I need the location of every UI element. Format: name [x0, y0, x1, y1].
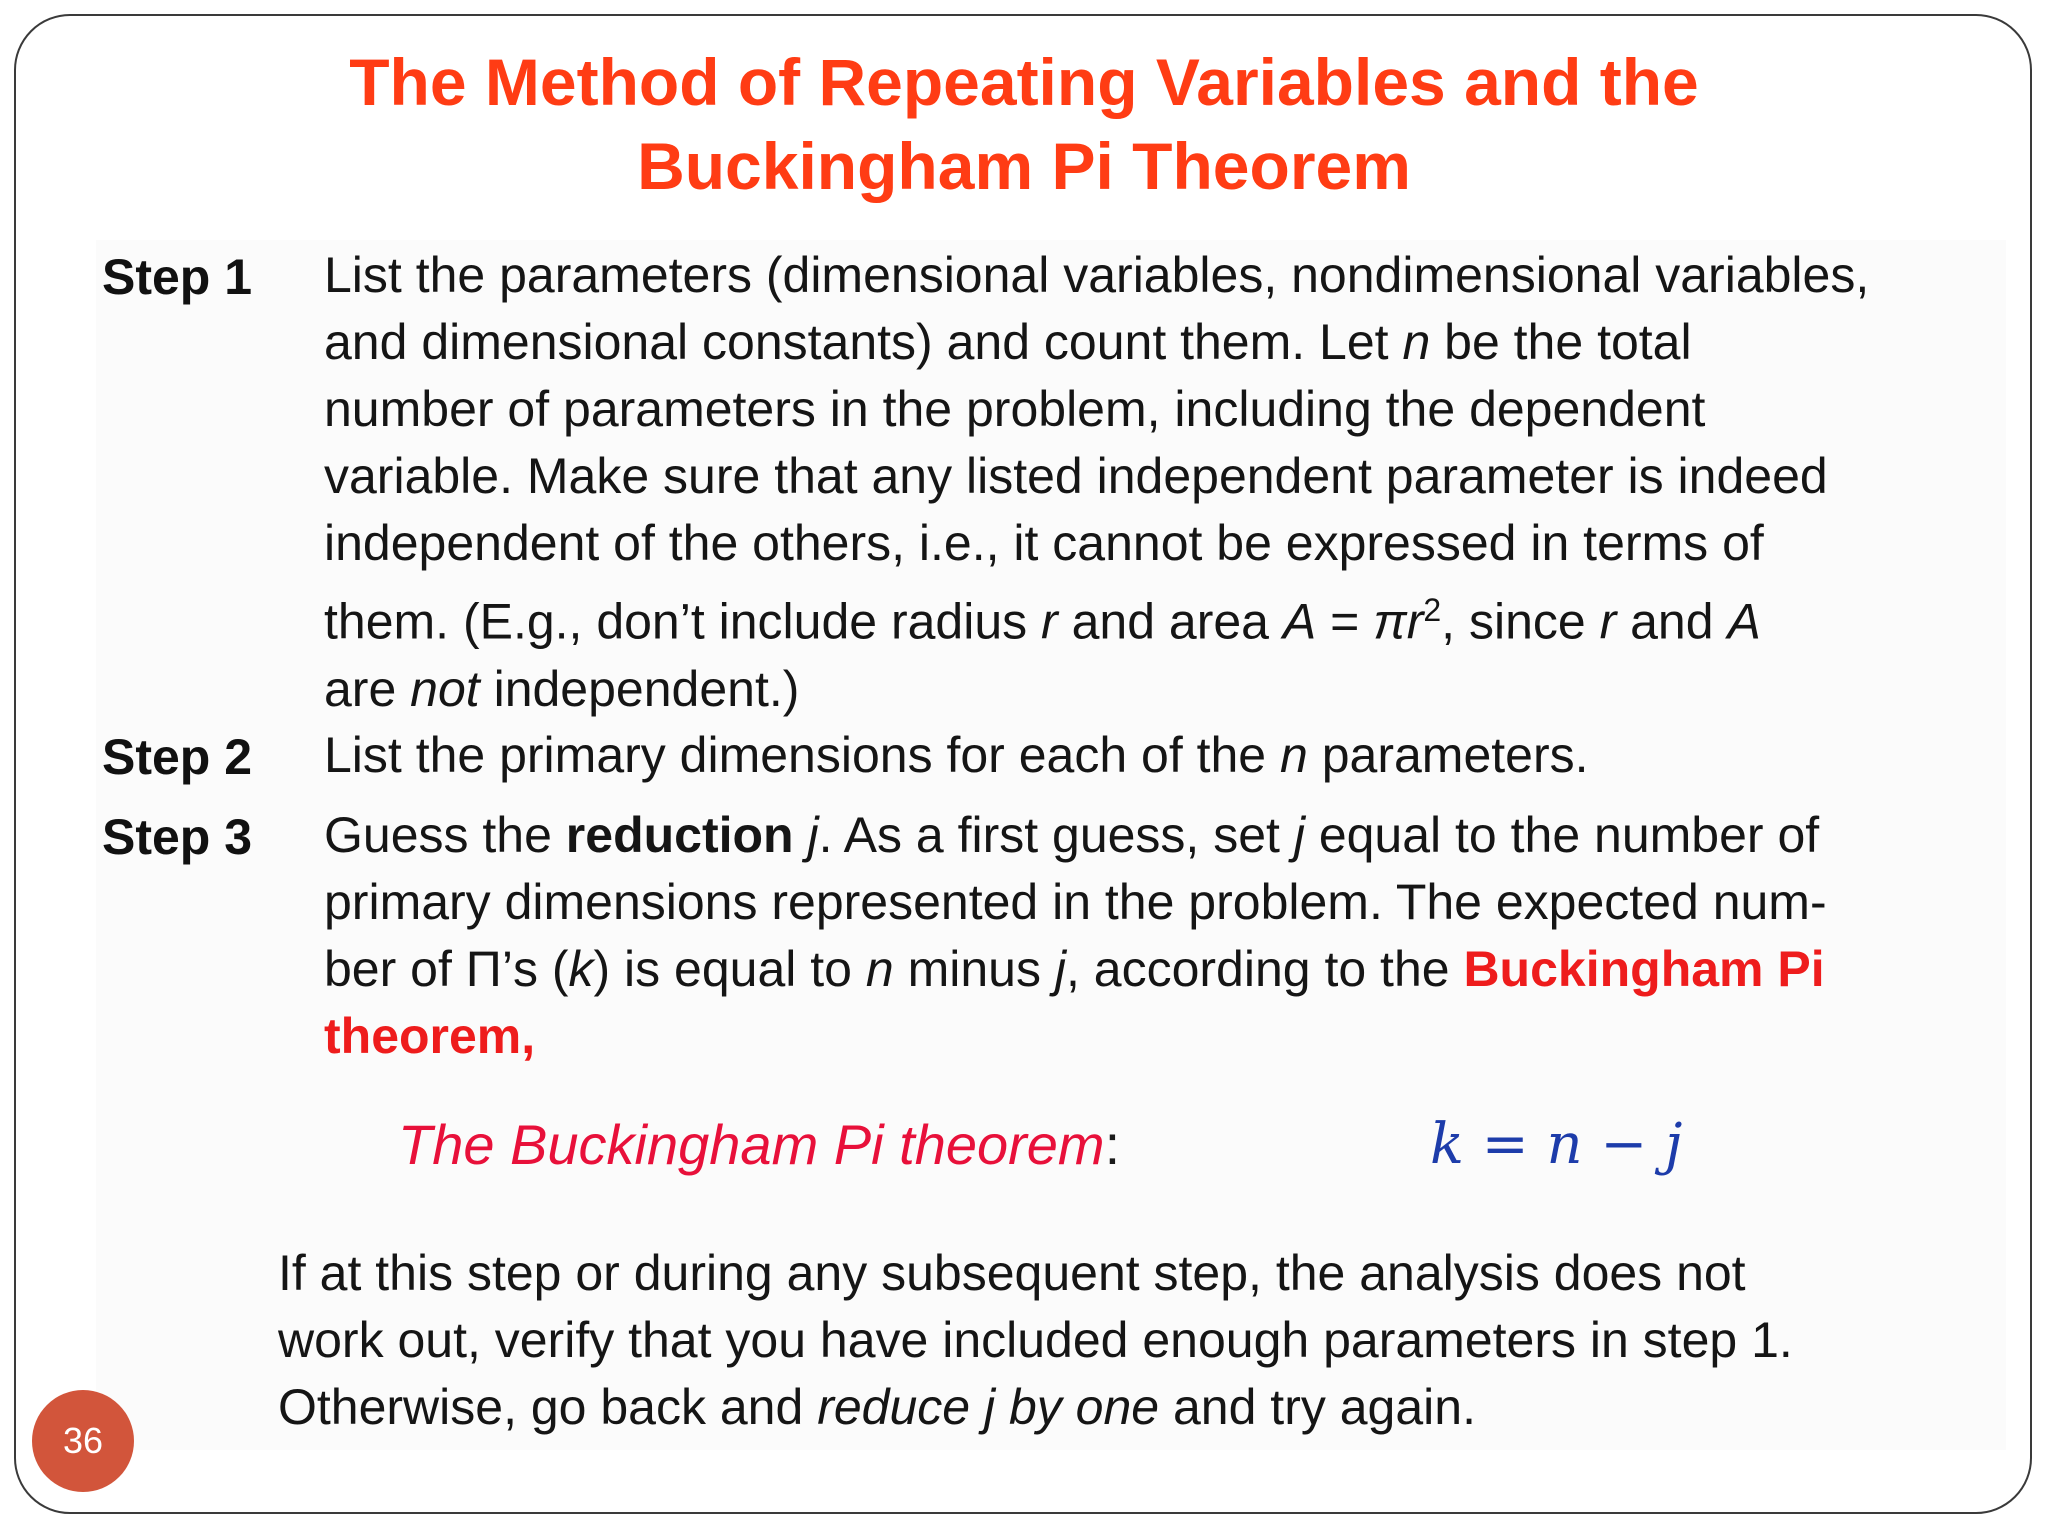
step-1-line-5: independent of the others, i.e., it cannot be expressed in terms of	[324, 515, 1764, 571]
step-1-line-1: List the parameters (dimensional variables, nondimensional variables,	[324, 247, 1870, 303]
step-1-line-4: variable. Make sure that any listed independent parameter is indeed	[324, 448, 1828, 504]
title-line-2: Buckingham Pi Theorem	[637, 129, 1411, 203]
step-1-line-6: them. (E.g., don’t include radius r and area $A = \pi r^2$, since r and A	[324, 592, 1761, 650]
step-3-line-1: Guess the reduction j. As a first guess, set j equal to the number of	[324, 807, 1820, 863]
closing-line-1: If at this step or during any subsequent step, the analysis does not	[278, 1245, 1746, 1301]
step-1-line-2: and dimensional constants) and count them. Let n be the total	[324, 314, 1692, 370]
step-3-text	[324, 802, 2004, 1070]
step-1-text	[324, 242, 2004, 723]
page-number-badge: 36	[32, 1390, 134, 1492]
step-3-line-4: theorem,	[324, 1008, 536, 1064]
closing-line-2: work out, verify that you have included enough parameters in step 1.	[278, 1312, 1793, 1368]
step-1-line-3: number of parameters in the problem, including the dependent	[324, 381, 1706, 437]
step-1-label: Step 1	[102, 249, 253, 305]
theorem-label: The Buckingham Pi theorem:	[398, 1113, 1121, 1176]
step-1-line-7: are not independent.)	[324, 660, 800, 717]
slide-title	[0, 40, 2048, 208]
step-2-line-1: List the primary dimensions for each of the n parameters.	[324, 727, 1589, 783]
step-3-label: Step 3	[102, 809, 253, 865]
title-line-1: The Method of Repeating Variables and the	[349, 45, 1699, 119]
step-2-text	[324, 722, 2004, 789]
theorem-formula: k = n − j	[1430, 1112, 1683, 1177]
step-2-label: Step 2	[102, 729, 253, 785]
step-3-line-2: primary dimensions represented in the problem. The expected num-	[324, 874, 1827, 930]
closing-paragraph	[278, 1240, 2018, 1441]
closing-line-3: Otherwise, go back and reduce j by one and try again.	[278, 1379, 1476, 1435]
step-3-line-3: ber of Π’s (k) is equal to n minus j, according to the Buckingham Pi	[324, 941, 1825, 997]
